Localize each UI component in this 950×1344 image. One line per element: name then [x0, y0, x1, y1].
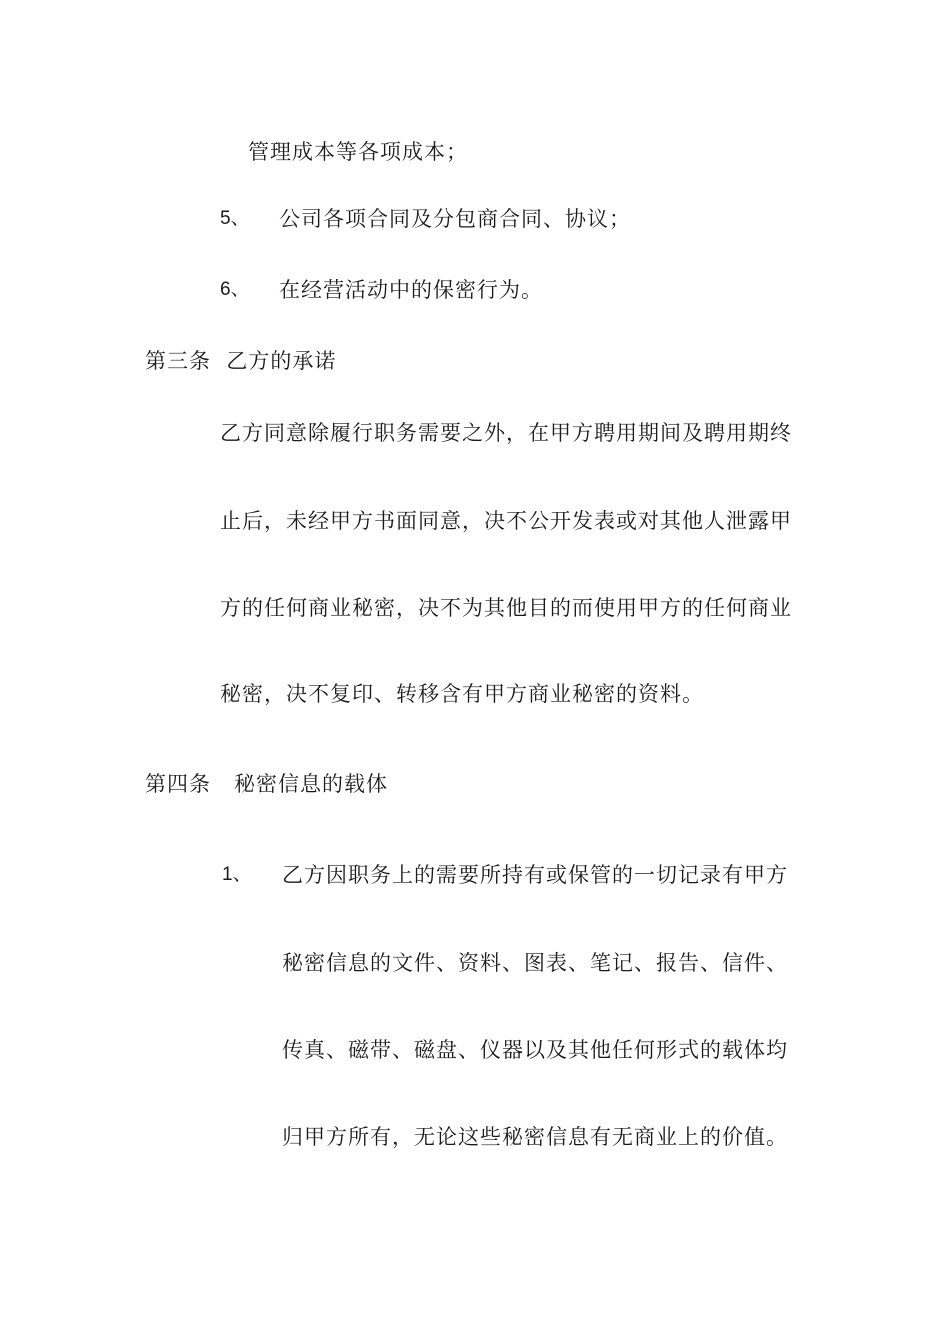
article-4-item-1-line-3: 传真、磁带、磁盘、仪器以及其他任何形式的载体均 — [282, 1038, 788, 1062]
article-3-line-4: 秘密，决不复印、转移含有甲方商业秘密的资料。 — [220, 682, 704, 706]
list-item-6-marker: 6、 — [220, 279, 250, 300]
article-3-line-3: 方的任何商业秘密，决不为其他目的而使用甲方的任何商业 — [220, 596, 792, 620]
list-item-5-text: 公司各项合同及分包商合同、协议； — [279, 207, 631, 231]
article-3-line-1: 乙方同意除履行职务需要之外，在甲方聘用期间及聘用期终 — [220, 421, 792, 445]
article-4-heading: 第四条 秘密信息的载体 — [145, 772, 389, 796]
item-continuation-text: 管理成本等各项成本； — [248, 140, 468, 164]
article-4-item-1-line-1: 乙方因职务上的需要所持有或保管的一切记录有甲方 — [282, 863, 788, 887]
article-4-item-1-line-2: 秘密信息的文件、资料、图表、笔记、报告、信件、 — [282, 951, 788, 975]
article-3-line-2: 止后，未经甲方书面同意，决不公开发表或对其他人泄露甲 — [220, 509, 792, 533]
article-3-heading: 第三条 乙方的承诺 — [145, 349, 337, 373]
article-4-item-1-marker: 1、 — [222, 864, 252, 885]
article-4-item-1-line-4: 归甲方所有，无论这些秘密信息有无商业上的价值。 — [282, 1125, 788, 1149]
list-item-6-text: 在经营活动中的保密行为。 — [279, 278, 543, 302]
list-item-5-marker: 5、 — [220, 208, 250, 229]
